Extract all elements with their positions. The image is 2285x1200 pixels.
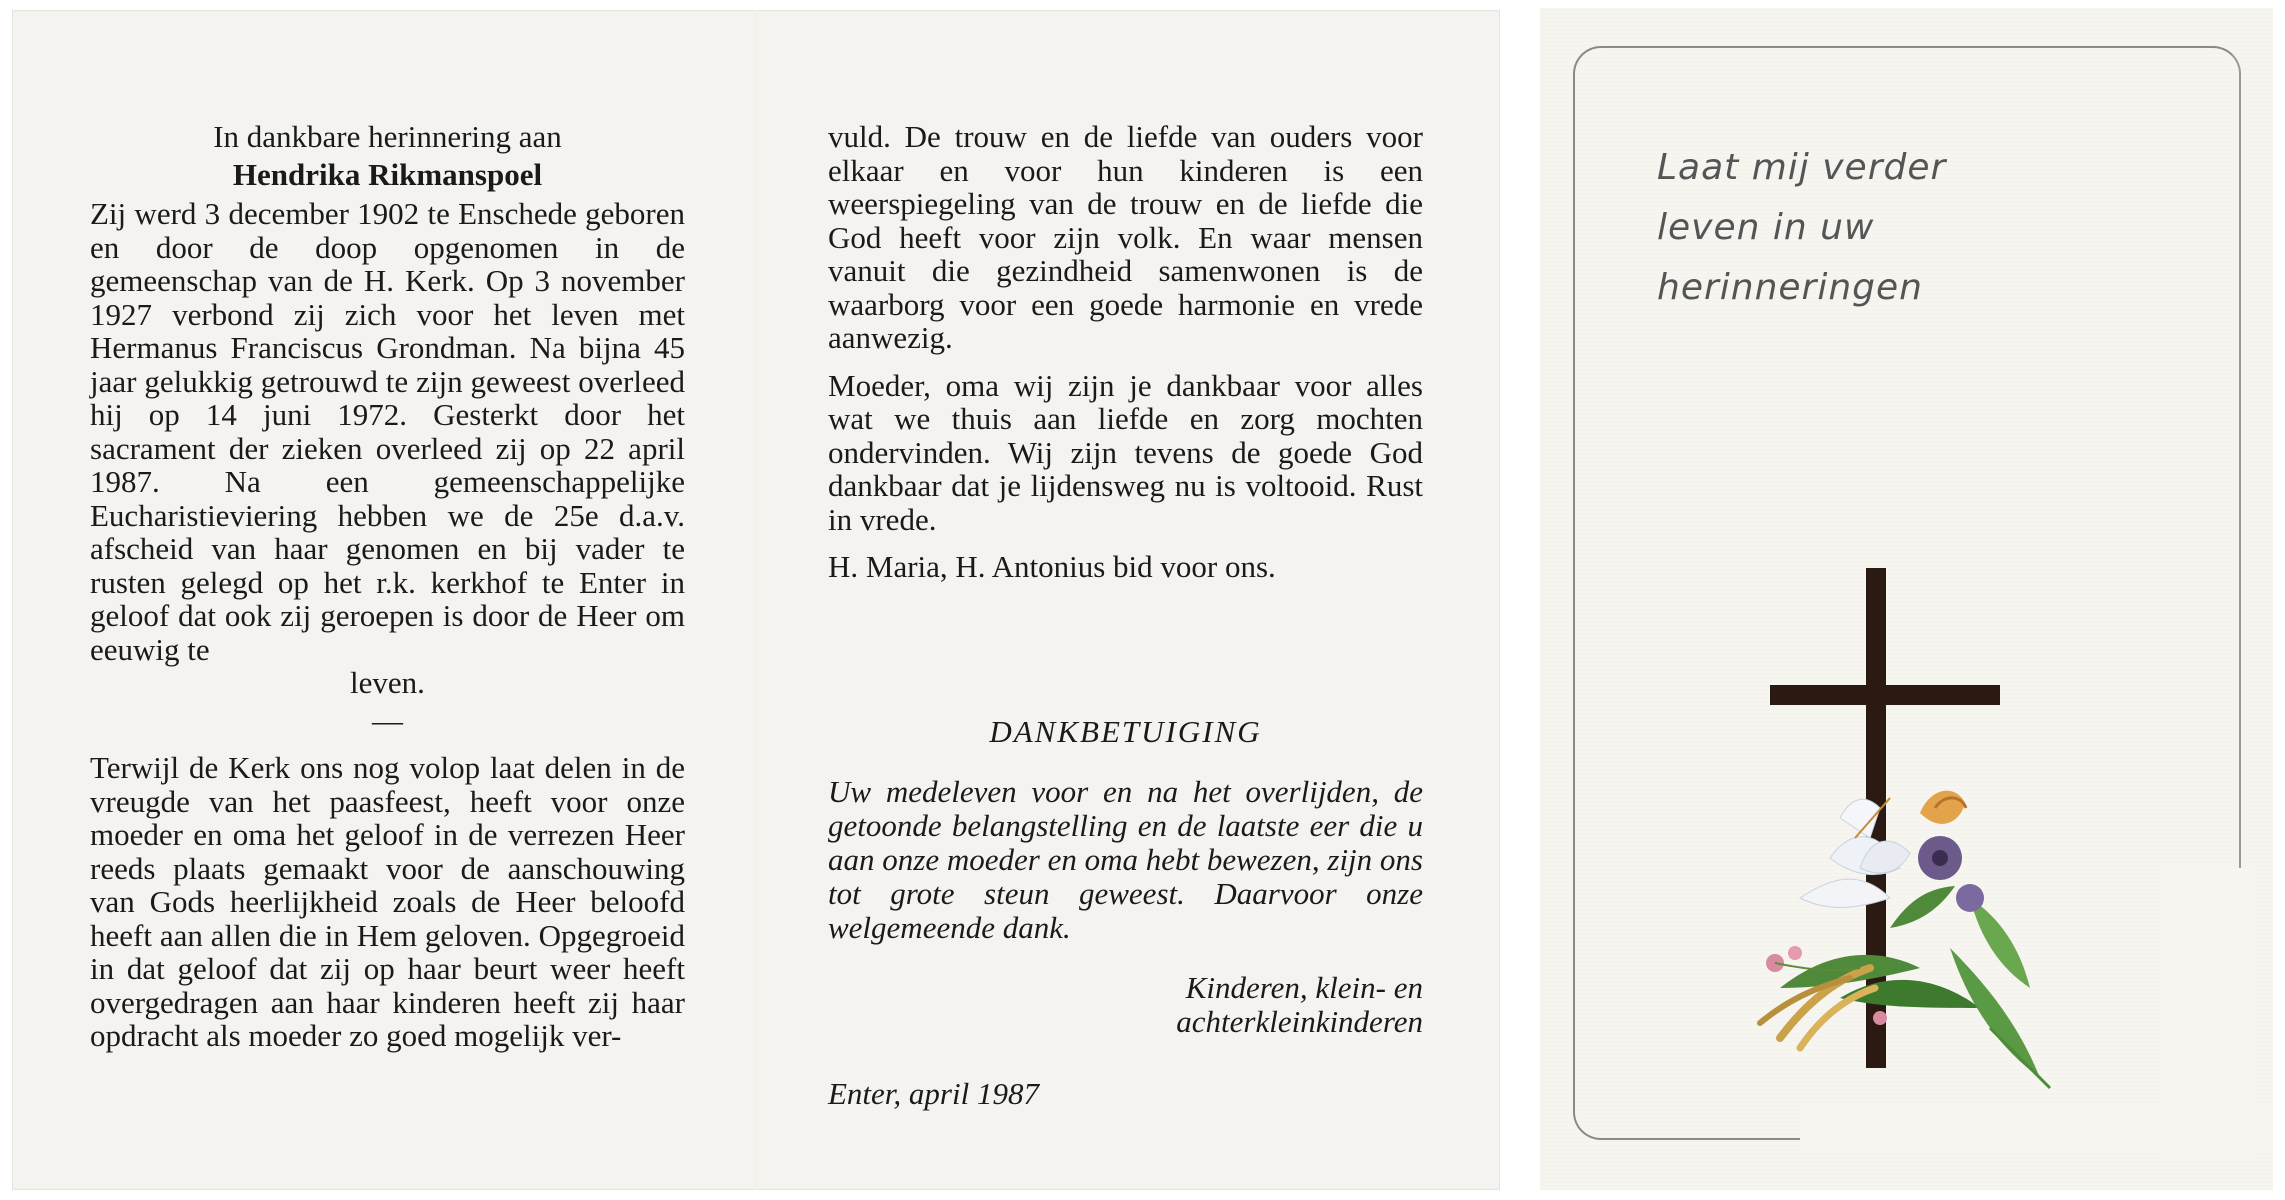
verse-line-3: herinneringen (1657, 267, 1923, 308)
place-date: Enter, april 1987 (828, 1076, 1039, 1111)
memorial-card-inside (12, 10, 1500, 1190)
verse-line-2: leven in uw (1657, 207, 1875, 248)
verse (1657, 138, 1946, 318)
lily-flowers-icon (1760, 791, 2050, 1088)
deceased-name: Hendrika Rikmanspoel (232, 156, 543, 192)
right-column (828, 120, 1423, 584)
cross-with-flowers (1740, 568, 2100, 1168)
signature (828, 971, 1423, 1039)
dankbetuiging-section (828, 715, 1423, 1111)
left-column (90, 120, 685, 1053)
dankbetuiging-title: DANKBETUIGING (989, 714, 1262, 749)
separator-dash: — (372, 702, 403, 738)
memorial-card-front (1540, 8, 2273, 1190)
biography-paragraph: Zij werd 3 december 1902 te Enschede geboren en door de doop opgenomen in de gemeenschap van de H. Kerk. Op 3 november 1927 verbond zij zich voor het leven met Hermanus Franciscus Grondman. Na bijna 45 jaar gelukkig getrouwd te zijn geweest overleed hij op 14 juni 1972. Gesterkt door het sacrament der zieken overleed zij op 22 april 1987. Na een gemeenschappelijke Eucharistieviering hebben we de 25e d.a.v. afscheid van haar genomen en bij vader te rusten gelegd op het r.k. kerkhof te Enter in geloof dat ook zij geroepen is door de Heer om eeuwig te (90, 196, 685, 667)
signature-line-1: Kinderen, klein- en (1185, 970, 1423, 1005)
fold-line (756, 10, 758, 1190)
biography-last-word: leven. (350, 665, 425, 700)
heading: In dankbare herinnering aan (213, 119, 562, 154)
faith-paragraph: Terwijl de Kerk ons nog volop laat delen in de vreugde van het paasfeest, heeft voor onze moeder en oma het geloof in de verrezen Heer reeds plaats gemaakt voor de aanschouwing van Gods heerlijkheid zoals de Heer beloofd heeft aan allen die in Hem geloven. Opgegroeid in dat geloof dat zij op haar beurt weer heeft overgedragen aan haar kinderen heeft zij haar opdracht als moeder zo goed mogelijk ver- (90, 750, 685, 1053)
family-paragraph: vuld. De trouw en de liefde van ouders voor elkaar en voor hun kinderen is een weerspiegeling van de trouw en de liefde die God heeft voor zijn volk. En waar mensen vanuit die gezindheid samenwonen is de waarborg voor een goede harmonie en vrede aanwezig. (828, 119, 1423, 355)
signature-line-2: achterkleinkinderen (1176, 1004, 1423, 1039)
prayer-line: H. Maria, H. Antonius bid voor ons. (828, 549, 1276, 584)
verse-line-1: Laat mij verder (1657, 147, 1947, 188)
dankbetuiging-text: Uw medeleven voor en na het overlijden, de getoonde belangstelling en de laatste eer die u aan onze moeder en oma hebt bewezen, zijn ons tot grote steun geweest. Daarvoor onze welgemeende dank. (828, 774, 1423, 945)
gratitude-paragraph: Moeder, oma wij zijn je dankbaar voor alles wat we thuis aan liefde en zorg mochten ondervinden. Wij zijn tevens de goede God dankbaar dat je lijdensweg nu is voltooid. Rust in vrede. (828, 367, 1423, 537)
